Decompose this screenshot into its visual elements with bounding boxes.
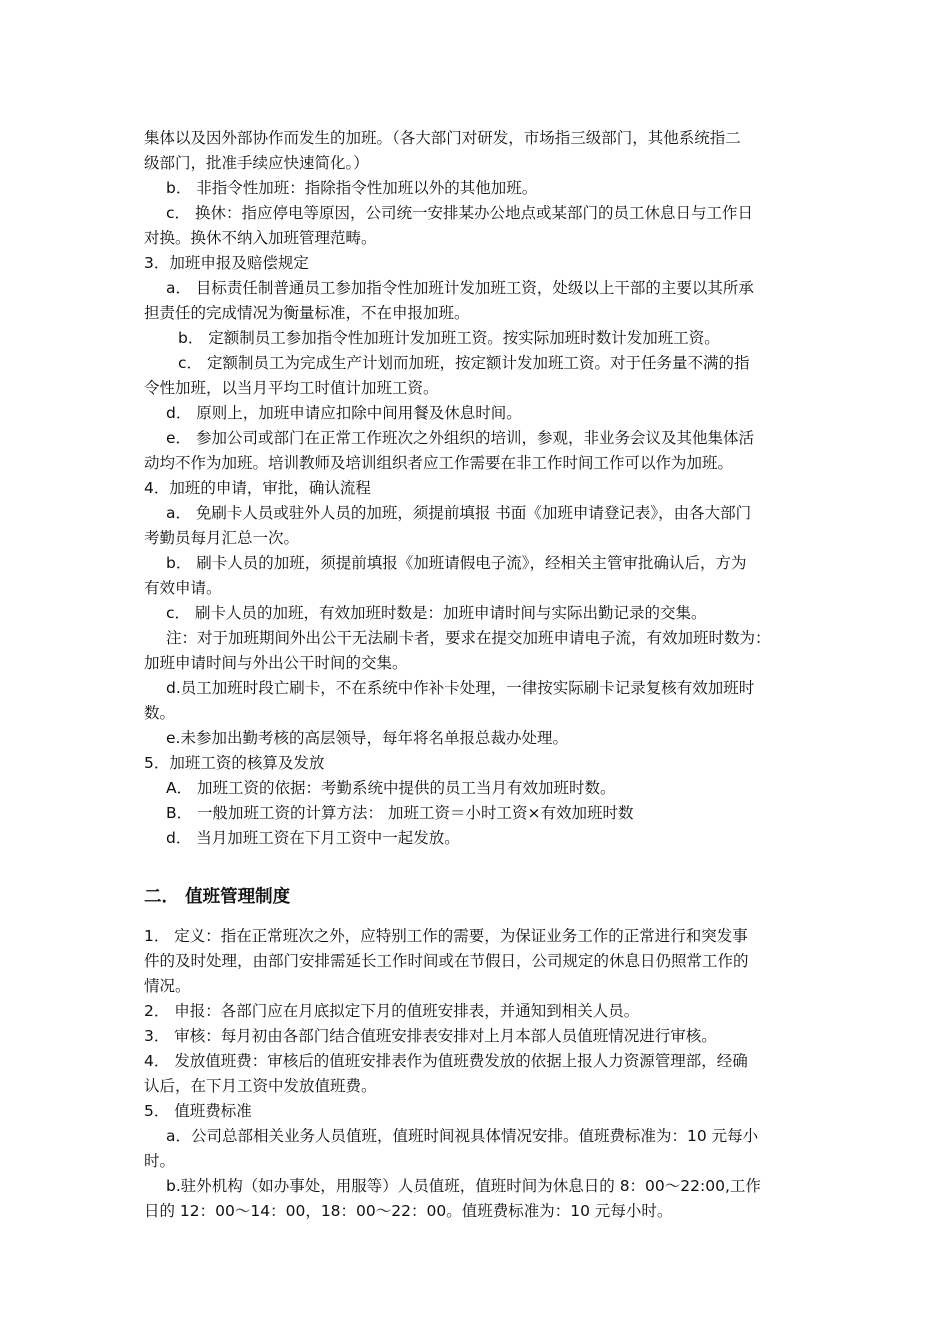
text-line: 担责任的完成情况为衡量标准，不在申报加班。 [144, 304, 470, 322]
text-line: A． 加班工资的依据：考勤系统中提供的员工当月有效加班时数。 [166, 779, 616, 797]
text-line: 5．加班工资的核算及发放 [144, 754, 325, 772]
text-line: 件的及时处理，由部门安排需延长工作时间或在节假日，公司规定的休息日仍照常工作的 [144, 952, 749, 970]
text-line: 动均不作为加班。培训教师及培训组织者应工作需要在非工作时间工作可以作为加班。 [144, 454, 734, 472]
text-line: 认后，在下月工资中发放值班费。 [144, 1077, 377, 1095]
text-line: 级部门，批准手续应快速简化。） [144, 154, 369, 172]
text-line: 令性加班，以当月平均工时值计加班工资。 [144, 379, 439, 397]
text-line: c． 刷卡人员的加班，有效加班时数是：加班申请时间与实际出勤记录的交集。 [166, 604, 707, 622]
text-line: 日的 12：00～14：00，18：00～22：00。值班费标准为：10 元每小时。 [144, 1202, 673, 1220]
text-line: 时。 [144, 1152, 176, 1170]
text-line: b． 非指令性加班：指除指令性加班以外的其他加班。 [166, 179, 538, 197]
text-line: b.驻外机构（如办事处，用服等）人员值班，值班时间为休息日的 8：00～22:00,工作 [166, 1177, 761, 1195]
text-line: 有效申请。 [144, 579, 222, 597]
text-line: 对换。换休不纳入加班管理范畴。 [144, 229, 377, 247]
text-line: B． 一般加班工资的计算方法： 加班工资＝小时工资×有效加班时数 [166, 804, 634, 822]
text-line: 5． 值班费标准 [144, 1102, 252, 1120]
text-line: e． 参加公司或部门在正常工作班次之外组织的培训，参观，非业务会议及其他集体活 [166, 429, 754, 447]
text-line: 集体以及因外部协作而发生的加班。（各大部门对研发，市场指三级部门，其他系统指二 [144, 129, 741, 147]
text-line: 2． 申报：各部门应在月底拟定下月的值班安排表，并通知到相关人员。 [144, 1002, 640, 1020]
text-line: 情况。 [144, 977, 191, 995]
text-line: e.未参加出勤考核的高层领导，每年将名单报总裁办处理。 [166, 729, 568, 747]
text-line: 4． 发放值班费：审核后的值班安排表作为值班费发放的依据上报人力资源管理部，经确 [144, 1052, 748, 1070]
text-line: c． 换休：指应停电等原因，公司统一安排某办公地点或某部门的员工休息日与工作日 [166, 204, 753, 222]
text-line: 加班申请时间与外出公干时间的交集。 [144, 654, 408, 672]
text-line: d.员工加班时段亡刷卡，不在系统中作补卡处理，一律按实际刷卡记录复核有效加班时 [166, 679, 755, 697]
text-line: c． 定额制员工为完成生产计划而加班，按定额计发加班工资。对于任务量不满的指 [178, 354, 750, 372]
text-line: 3．加班申报及赔偿规定 [144, 254, 309, 272]
text-line: a． 免刷卡人员或驻外人员的加班，须提前填报 书面《加班申请登记表》，由各大部门 [166, 504, 752, 522]
text-line: d． 当月加班工资在下月工资中一起发放。 [166, 829, 460, 847]
text-line: a．公司总部相关业务人员值班，值班时间视具体情况安排。值班费标准为：10 元每小 [166, 1127, 759, 1145]
text-line: b． 定额制员工参加指令性加班计发加班工资。按实际加班时数计发加班工资。 [178, 329, 720, 347]
text-line: d． 原则上，加班申请应扣除中间用餐及休息时间。 [166, 404, 522, 422]
text-line: 4．加班的申请，审批，确认流程 [144, 479, 371, 497]
text-line: 考勤员每月汇总一次。 [144, 529, 300, 547]
text-line: a． 目标责任制普通员工参加指令性加班计发加班工资，处级以上干部的主要以其所承 [166, 279, 754, 297]
text-line: 注：对于加班期间外出公干无法刷卡者，要求在提交加班申请电子流，有效加班时数为： [166, 629, 771, 647]
text-line: b． 刷卡人员的加班，须提前填报《加班请假电子流》，经相关主管审批确认后，方为 [166, 554, 747, 572]
text-line: 3． 审核：每月初由各部门结合值班安排表安排对上月本部人员值班情况进行审核。 [144, 1027, 717, 1045]
text-line: 1． 定义：指在正常班次之外，应特别工作的需要，为保证业务工作的正常进行和突发事 [144, 927, 748, 945]
section-heading: 二． 值班管理制度 [144, 887, 291, 907]
text-line: 数。 [144, 704, 176, 722]
